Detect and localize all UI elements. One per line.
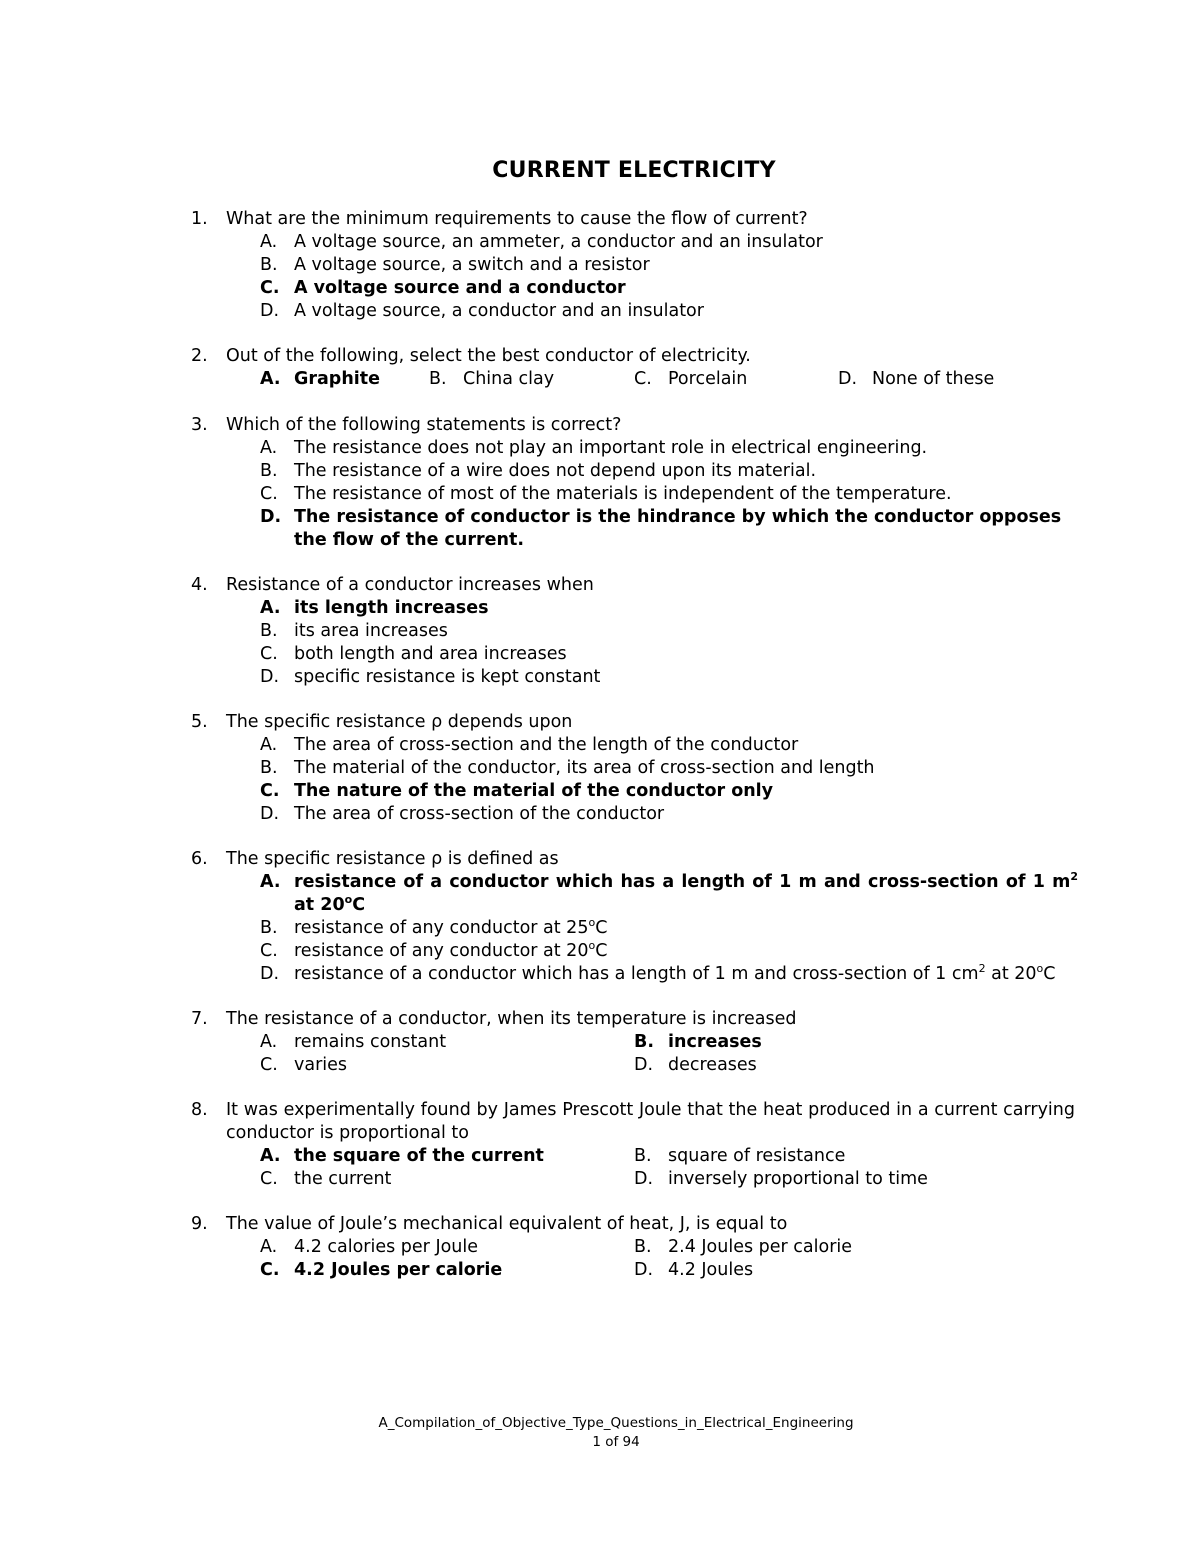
question-text: The value of Joule’s mechanical equivalent of heat, J, is equal to bbox=[226, 1214, 788, 1234]
question-1: 1. What are the minimum requirements to cause the flow of current? A. A voltage source, an ammeter, a conductor and an insulator B. A voltage source, a switch and a resistor C. A voltage source and a conductor D. A voltage source, a conductor and an insulator bbox=[191, 209, 823, 321]
question-text: The specific resistance ρ is defined as bbox=[226, 849, 559, 869]
question-text: The resistance of a conductor, when its temperature is increased bbox=[226, 1009, 797, 1029]
question-2: 2. Out of the following, select the best conductor of electricity. A. Graphite B. China clay C. Porcelain D. None of these bbox=[191, 346, 995, 389]
footer-source: A_Compilation_of_Objective_Type_Questions_in_Electrical_Engineering bbox=[378, 1415, 854, 1431]
question-text: It was experimentally found by James Prescott Joule that the heat produced in a current carrying bbox=[226, 1100, 1075, 1120]
footer-page-number: 1 of 94 bbox=[592, 1434, 640, 1450]
question-text: Out of the following, select the best conductor of electricity. bbox=[226, 346, 751, 366]
question-number: 1. bbox=[191, 209, 208, 229]
question-number: 2. bbox=[191, 346, 208, 366]
question-number: 5. bbox=[191, 712, 208, 732]
question-3: 3. Which of the following statements is correct? A. The resistance does not play an important role in electrical engineering. B. The resistance of a wire does not depend upon its material. C. The resistance of most of the materials is independent of the temperature. D. The resistance of conductor is the hindrance by which the conductor opposes the flow of the current. bbox=[191, 415, 1062, 550]
question-text: The specific resistance ρ depends upon bbox=[226, 712, 573, 732]
question-number: 9. bbox=[191, 1214, 208, 1234]
question-5: 5. The specific resistance ρ depends upon A. The area of cross-section and the length of the conductor B. The material of the conductor, its area of cross-section and length C. The nature of the material of the conductor only D. The area of cross-section of the conductor bbox=[191, 712, 875, 824]
question-text: What are the minimum requirements to cause the flow of current? bbox=[226, 209, 808, 229]
question-6: 6. The specific resistance ρ is defined as A. resistance of a conductor which has a length of 1 m and cross-section of 1 $m^2$ at 20$^o$C B. resistance of any conductor at 25$^o$C C. resistance of any conductor at 20$^o$C D. resistance of a conductor which has a length of 1 m and cross-section of 1 $cm^2$ at 20$^o$C bbox=[191, 849, 1078, 984]
question-9: 9. The value of Joule’s mechanical equivalent of heat, J, is equal to A. 4.2 calories per Joule B. 2.4 Joules per calorie C. 4.2 Joules per calorie D. 4.2 Joules bbox=[191, 1214, 853, 1280]
question-number: 3. bbox=[191, 415, 208, 435]
question-number: 6. bbox=[191, 849, 208, 869]
question-text: Which of the following statements is correct? bbox=[226, 415, 622, 435]
question-number: 7. bbox=[191, 1009, 208, 1029]
question-number: 4. bbox=[191, 575, 208, 595]
question-4: 4. Resistance of a conductor increases when A. its length increases B. its area increases C. both length and area increases D. specific resistance is kept constant bbox=[191, 575, 601, 687]
question-7: 7. The resistance of a conductor, when its temperature is increased A. remains constant B. increases C. varies D. decreases bbox=[191, 1009, 797, 1075]
question-number: 8. bbox=[191, 1100, 208, 1120]
question-text: Resistance of a conductor increases when bbox=[226, 575, 594, 595]
page-title: CURRENT ELECTRICITY bbox=[492, 158, 776, 183]
question-text-continued: conductor is proportional to bbox=[226, 1123, 469, 1143]
question-8: 8. It was experimentally found by James Prescott Joule that the heat produced in a current carrying conductor is proportional to A. the square of the current B. square of resistance C. the current D. inversely proportional to time bbox=[191, 1100, 1075, 1189]
